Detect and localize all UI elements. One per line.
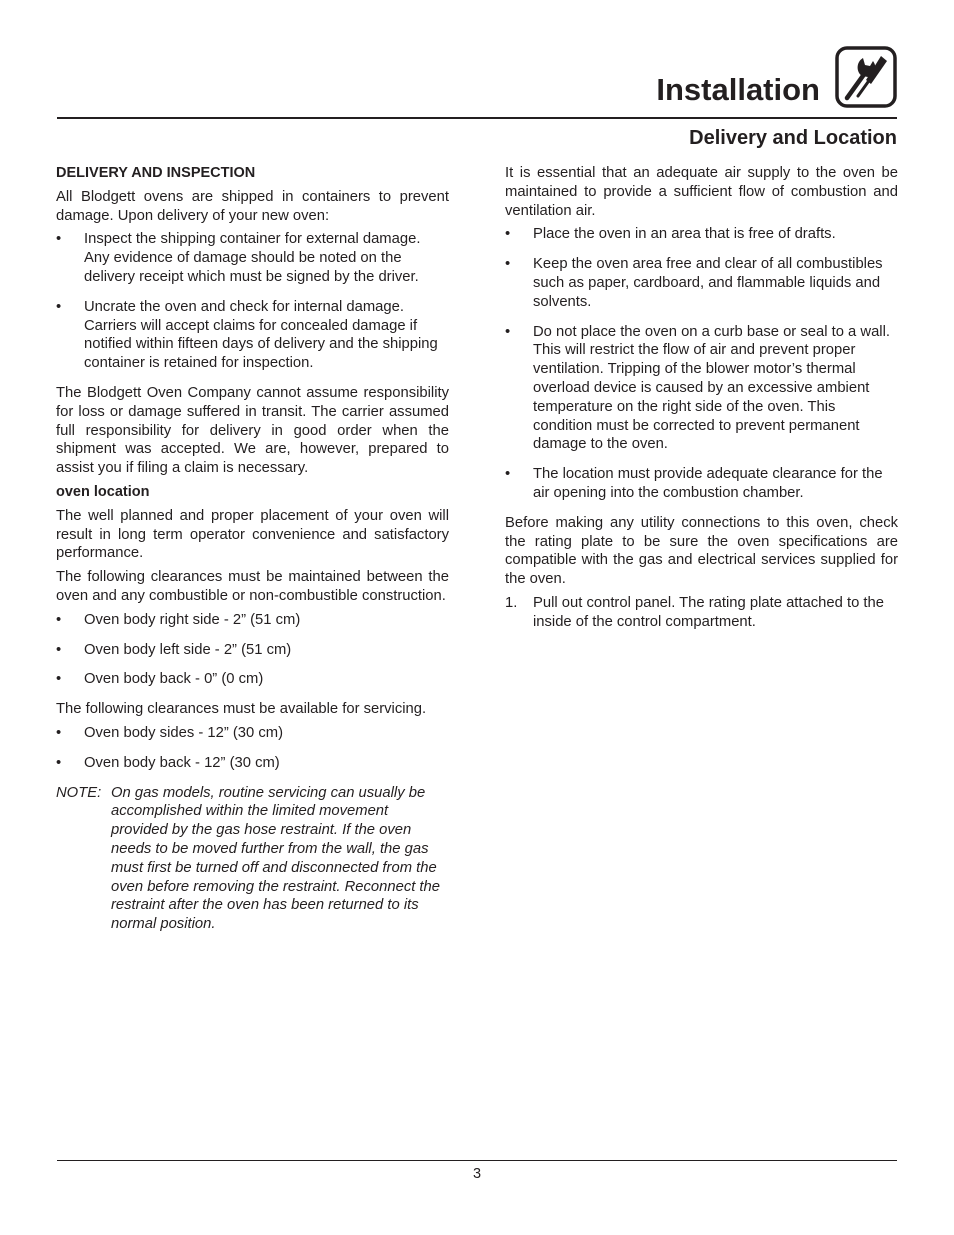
note: [56, 784, 449, 934]
footer-divider: [57, 1160, 897, 1161]
page-title: Installation: [656, 72, 820, 107]
list-item: [56, 611, 449, 630]
list-item-text: Do not place the oven on a curb base or seal to a wall. This will restrict the flow of air and prevent proper ventilation. Tripping of the blower motor’s thermal overload device is caused by an excessive ambient temperature on the right side of the oven. This condition must be corrected to prevent permanent damage to the oven.: [533, 323, 890, 453]
bullet-marker: •: [56, 641, 62, 658]
air-supply-intro: It is essential that an adequate air supply to the oven be maintained to provide a sufficient flow of combustion and ventilation air.: [505, 165, 898, 219]
note-text: On gas models, routine servicing can usually be accomplished within the limited movement provided by the gas hose restraint. If the oven needs to be moved further from the wall, the gas must first be turned off and disconnected from the oven before removing the restraint. Reconnect the restraint after the oven has been returned to its normal position.: [111, 784, 441, 933]
list-item-text: Uncrate the oven and check for internal damage. Carriers will accept claims for concealed damage if notified within fifteen days of delivery and the shipping container is retained for inspection.: [84, 298, 438, 372]
list-item-text: Keep the oven area free and clear of all combustibles such as paper, cardboard, and flammable liquids and solvents.: [533, 256, 883, 310]
list-item: [505, 225, 898, 244]
bullet-marker: •: [56, 231, 62, 248]
list-item: [56, 670, 449, 689]
left-column: [56, 164, 449, 939]
list-item: [56, 641, 449, 660]
utility-intro: Before making any utility connections to this oven, check the rating plate to be sure the oven specifications are compatible with the gas and electrical services supplied for the oven.: [505, 514, 898, 588]
delivery-list: [56, 230, 449, 373]
bullet-marker: •: [505, 466, 511, 483]
section-title: Delivery and Location: [689, 127, 897, 149]
list-item: [505, 465, 898, 503]
bullet-marker: •: [505, 226, 511, 243]
bullet-marker: •: [56, 671, 62, 688]
bullet-marker: •: [56, 754, 62, 771]
clearance-list: [56, 611, 449, 689]
list-item-text: Oven body right side - 2” (51 cm): [84, 611, 301, 628]
list-item-text: The location must provide adequate clearance for the air opening into the combustion chamber.: [533, 466, 883, 501]
location-heading: oven location: [56, 483, 150, 500]
bullet-marker: •: [505, 323, 511, 340]
bullet-marker: •: [56, 298, 62, 315]
list-item: [56, 754, 449, 773]
air-supply-list: [505, 225, 898, 502]
list-item: [56, 724, 449, 743]
list-item: [505, 255, 898, 311]
list-item: [505, 323, 898, 455]
list-item: [505, 594, 898, 632]
servicing-list: [56, 724, 449, 773]
list-item-text: Oven body left side - 2” (51 cm): [84, 641, 292, 658]
delivery-closing: The Blodgett Oven Company cannot assume responsibility for loss or damage suffered in transit. The carrier assumed full responsibility for delivery in good order when the shipment was accepted. We are, however, prepared to assist you if filing a claim is necessary.: [56, 384, 449, 477]
bullet-marker: •: [56, 724, 62, 741]
page-number: 3: [472, 1166, 482, 1182]
list-item-text: Oven body back - 12” (30 cm): [84, 754, 280, 771]
step-number: 1.: [505, 594, 518, 611]
list-item: [56, 298, 449, 373]
list-item-text: Pull out control panel. The rating plate attached to the inside of the control compartment.: [533, 594, 884, 630]
wrench-screwdriver-icon: [835, 46, 897, 108]
list-item-text: Place the oven in an area that is free of drafts.: [533, 226, 836, 243]
note-label: NOTE:: [56, 784, 102, 801]
clearance-intro: The following clearances must be maintained between the oven and any combustible or non-combustible construction.: [56, 569, 449, 604]
bullet-marker: •: [505, 256, 511, 273]
right-column: [505, 164, 898, 637]
list-item-text: Oven body sides - 12” (30 cm): [84, 724, 284, 741]
delivery-intro: All Blodgett ovens are shipped in containers to prevent damage. Upon delivery of your new oven:: [56, 188, 449, 224]
list-item-text: Oven body back - 0” (0 cm): [84, 671, 264, 688]
servicing-intro: The following clearances must be available for servicing.: [56, 701, 427, 718]
list-item: [56, 230, 449, 286]
list-item-text: Inspect the shipping container for external damage. Any evidence of damage should be noted on the delivery receipt which must be signed by the driver.: [84, 231, 421, 285]
bullet-marker: •: [56, 611, 62, 628]
steps-list: [505, 594, 898, 632]
header-divider: [57, 117, 897, 119]
location-intro: The well planned and proper placement of your oven will result in long term operator convenience and satisfactory performance.: [56, 507, 449, 562]
delivery-heading: DELIVERY AND INSPECTION: [56, 165, 256, 181]
